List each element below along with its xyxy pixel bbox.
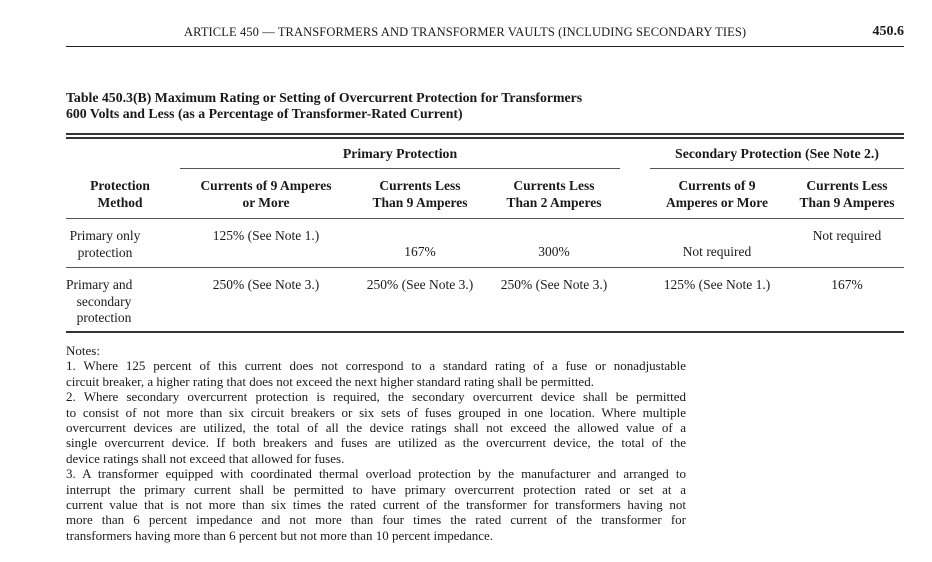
note-line: current value that is not more than six times the rated current of the transformer for transformers having not [66,497,686,513]
table-caption-line-1: Table 450.3(B) Maximum Rating or Setting of Overcurrent Protection for Transformers [66,90,583,105]
running-head-article: ARTICLE 450 — TRANSFORMERS AND TRANSFORMER VAULTS (INCLUDING SECONDARY TIES) [184,25,747,39]
row-2-primary-less-9: 250% (See Note 3.) [366,277,474,292]
note-line: interrupt the primary current shall be permitted to have primary overcurrent protection rated or set at a [66,481,686,497]
column-header-primary-9-or-more: Currents of 9 Amperes or More [200,178,332,210]
note-line: transformers having more than 6 percent but not more than 10 percent impedance. [66,527,494,543]
table-bottom-rule [66,331,904,333]
note-line: circuit breaker, a higher rating that does not exceed the next higher standard rating shall be permitted. [66,373,594,389]
group-header-primary: Primary Protection [342,146,458,161]
note-line: 2. Where secondary overcurrent protection is required, the secondary overcurrent device shall be permitted [66,389,686,405]
column-header-secondary-9-or-more: Currents of 9 Amperes or More [666,178,768,210]
row-1-primary-9-or-more: 125% (See Note 1.) [212,228,320,243]
table-top-rule-2 [66,137,904,139]
section-number: 450.6 [872,24,904,39]
table-caption-line-2: 600 Volts and Less (as a Percentage of Transformer-Rated Current) [66,106,463,121]
note-line: device ratings shall not exceed that allowed for fuses. [66,450,345,466]
note-line: more than 6 percent impedance and not more than four times the rated current of the transformer for [66,512,686,528]
row-1-secondary-less-9: Not required [812,228,882,243]
running-head [66,24,904,44]
row-2-primary-less-2: 250% (See Note 3.) [500,277,608,292]
note-line: 1. Where 125 percent of this current does not correspond to a standard rating of a fuse or nonadjustable [66,358,686,374]
note-line: single overcurrent device. If both breakers and fuses are utilized as the overcurrent device, the total of the [66,435,686,451]
row-2-secondary-9-or-more: 125% (See Note 1.) [663,277,771,292]
table-notes [66,343,686,543]
row-1-secondary-9-or-more: Not required [682,244,752,259]
column-header-secondary-less-9: Currents Less Than 9 Amperes [799,178,895,210]
table-top-rule-1 [66,133,904,135]
table-caption [66,90,582,122]
column-header-primary-less-2: Currents Less Than 2 Amperes [506,178,602,210]
column-header-primary-less-9: Currents Less Than 9 Amperes [372,178,468,210]
row-2-primary-9-or-more: 250% (See Note 3.) [212,277,320,292]
note-line: overcurrent devices are utilized, the total of all the device ratings shall not exceed the allowed value of a [66,420,686,436]
row-divider-rule [66,267,904,268]
group-header-secondary: Secondary Protection (See Note 2.) [675,146,879,161]
secondary-group-rule [650,168,904,169]
row-1-method: Primary only protection [69,228,141,260]
notes-heading: Notes: [66,343,100,358]
row-1-primary-less-9: 167% [404,244,436,259]
note-line: 3. A transformer equipped with coordinated thermal overload protection by the manufacturer and arranged to [66,466,686,482]
row-1-primary-less-2: 300% [538,244,570,259]
row-2-method: Primary and secondary protection [66,277,133,325]
row-2-secondary-less-9: 167% [831,277,863,292]
column-header-method: Protection Method [90,178,150,210]
header-rule [66,46,904,47]
primary-group-rule [180,168,620,169]
note-line: to consist of not more than six circuit breakers or six sets of fuses grouped in one location. Where multiple [66,404,686,420]
header-bottom-rule [66,218,904,219]
